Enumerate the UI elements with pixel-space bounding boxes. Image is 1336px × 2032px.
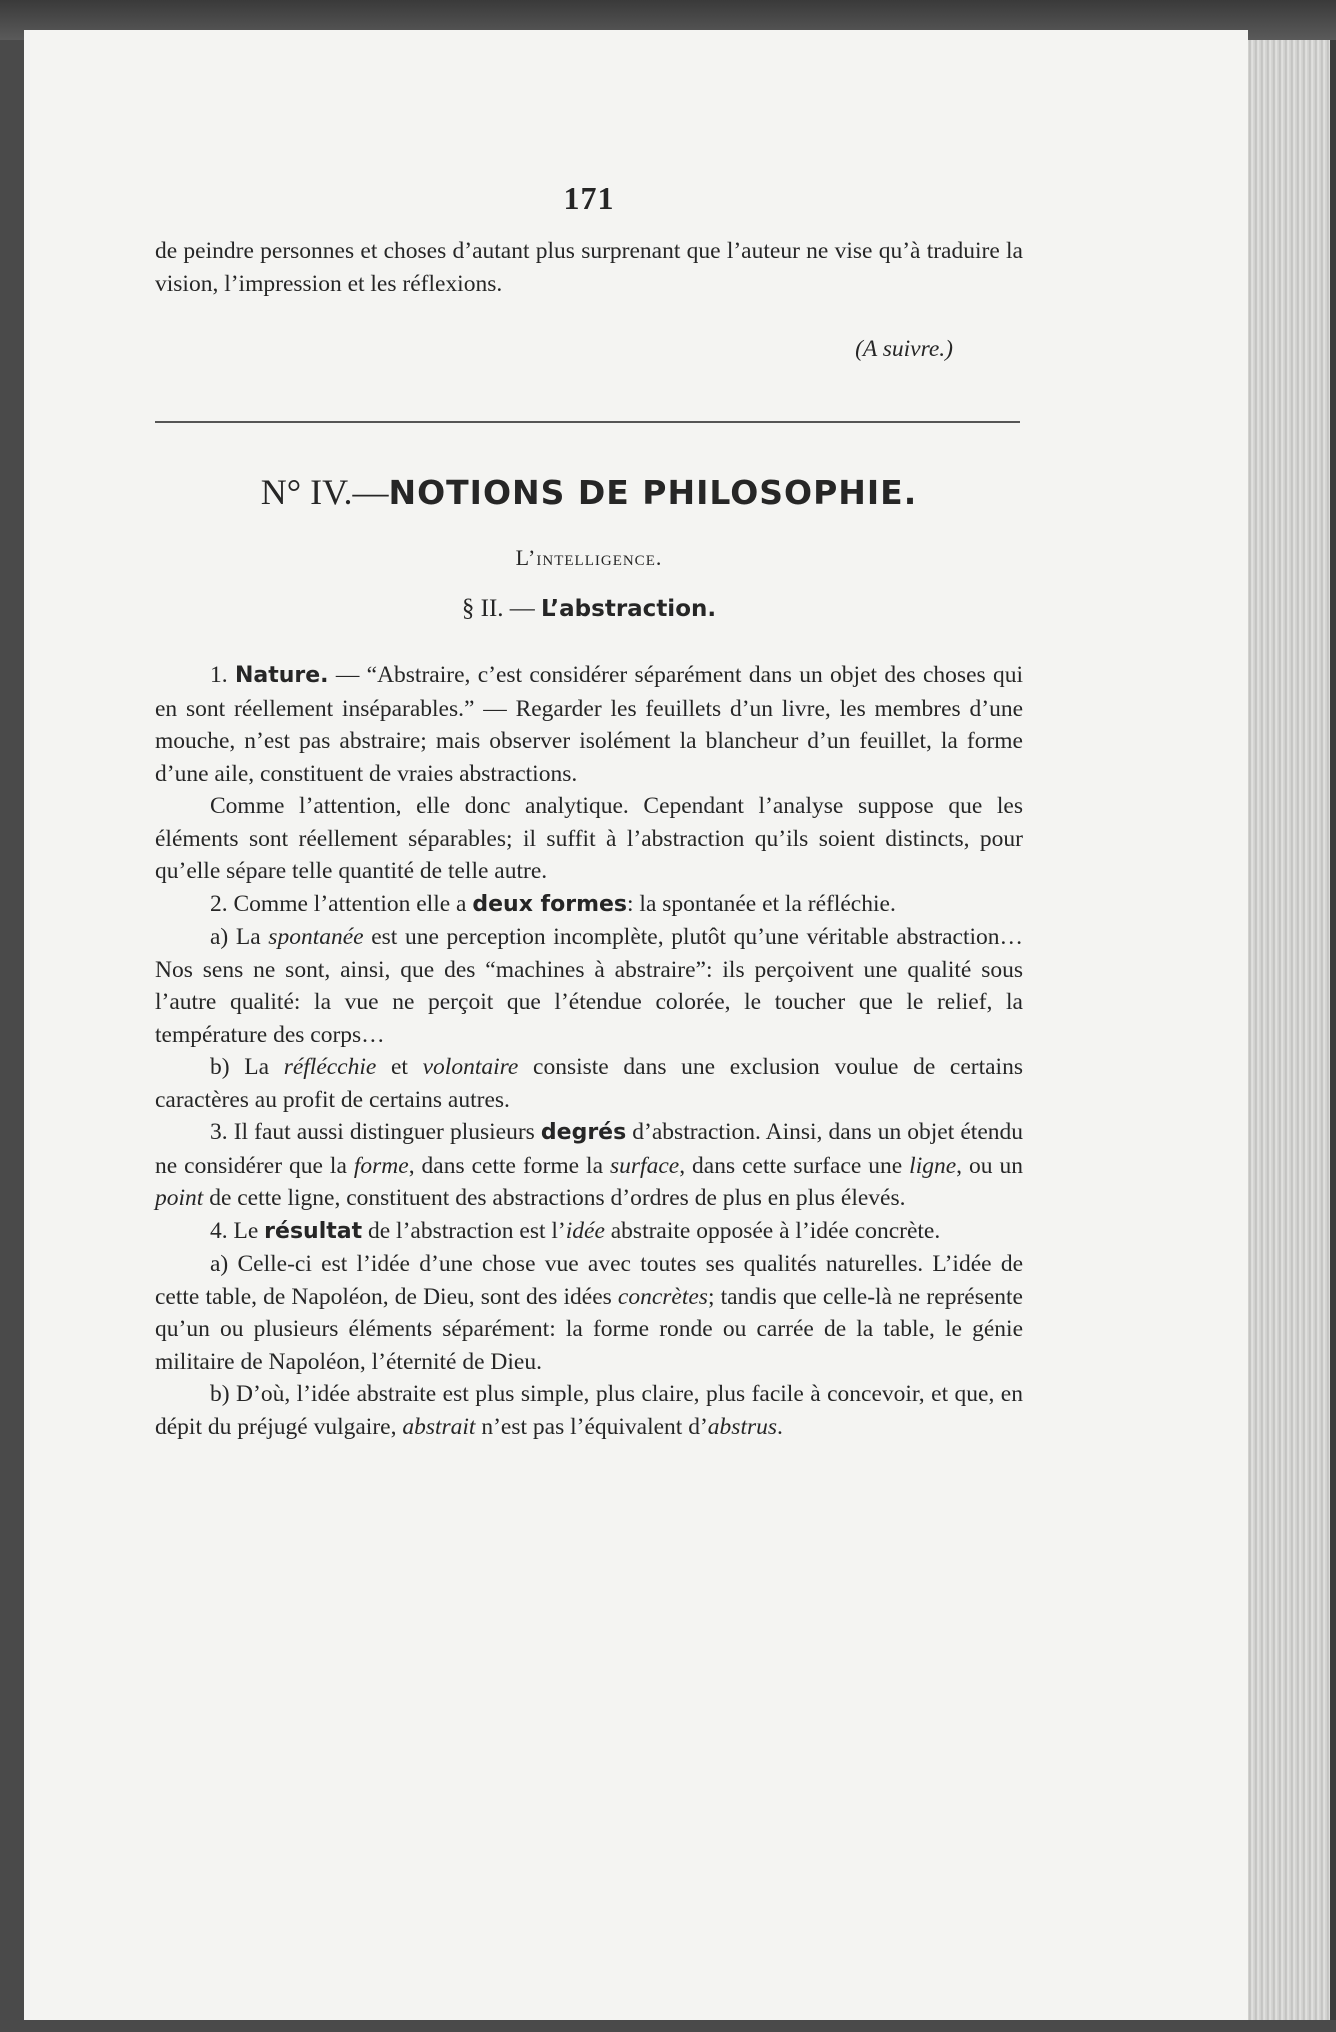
section-heading [155, 471, 1023, 513]
paragraph-title: L’abstraction. [541, 596, 717, 622]
term-bold: résultat [264, 1218, 363, 1244]
page-content [155, 180, 1023, 1443]
paragraph-text: de l’abstraction est l’ [362, 1217, 566, 1244]
paragraph-text: ; tandis que celle-là ne représente qu’un ou plusieurs éléments séparément: la forme ronde ou carrée de la table, le génie militaire de Napoléon, l’éternité de Dieu. [155, 1283, 1023, 1375]
paragraph-text: , dans cette forme la [408, 1152, 610, 1179]
section-subtitle: L’intelligence. [515, 545, 663, 570]
term-italic: point [155, 1185, 204, 1211]
paragraph-text: , dans cette surface une [679, 1152, 910, 1179]
section-divider [155, 421, 1020, 423]
paragraph-5 [155, 1051, 1023, 1116]
section-title: NOTIONS DE PHILOSOPHIE. [388, 473, 918, 512]
a-suivre-note: (A suivre.) [855, 336, 953, 362]
term-italic: spontanée [268, 924, 364, 950]
term-italic: forme [353, 1152, 409, 1179]
book-spine [1330, 40, 1336, 2020]
paragraph-2: Comme l’attention, elle donc analytique. Cependant l’analyse suppose que les éléments sont réellement séparables; il suffit à l’abstraction qu’ils soient distincts, pour qu’elle sépare telle quantité de telle autre. [155, 793, 1023, 884]
paragraph-text: a) La [210, 924, 269, 950]
paragraph-text: abstraite opposée à l’idée concrète. [604, 1217, 941, 1244]
paragraph-text: est une perception incomplète, plutôt qu’une véritable abstraction… Nos sens ne sont, ainsi, que des “machines à abstraire”: ils perçoivent une qualité sous l’autre qualité: la vue ne perçoit que l’étendue colorée, le toucher que le relief, la température des corps… [155, 924, 1023, 1048]
paragraph-text: 4. Le [210, 1217, 265, 1244]
page-number: 171 [563, 180, 615, 216]
paragraph-4 [155, 921, 1023, 1051]
paragraph-text: — “Abstraire, c’est considérer séparément dans un objet des choses qui en sont réellement inséparables.” — Regarder les feuillets d’un livre, les membres d’une mouche, n’est pas abstraire; mais observer isolément la blancheur d’un feuillet, la forme d’une aile, constituent de vraies abstractions. [155, 662, 1023, 787]
paragraph-6 [155, 1116, 1023, 1215]
paragraph-1 [155, 659, 1023, 790]
paragraph-text: . [777, 1413, 783, 1440]
paragraph-9 [155, 1378, 1023, 1443]
paragraph-heading [155, 595, 1023, 623]
paragraph-text: a) Celle-ci est l’idée d’une chose vue avec toutes ses qualités naturelles. L’idée de cette table, de Napoléon, de Dieu, sont des idées [155, 1251, 1023, 1310]
term-italic: abstrait [402, 1413, 476, 1440]
paragraph-text: d’abstraction. Ainsi, dans un objet étendu ne considérer que la [155, 1119, 1023, 1179]
paragraph-text: consiste dans une exclusion voulue de certains caractères au profit de certains autres. [155, 1054, 1023, 1113]
paragraph-8 [155, 1248, 1023, 1378]
term-italic: surface [610, 1152, 680, 1179]
term-bold: degrés [540, 1120, 627, 1145]
paragraph-3 [155, 888, 1023, 922]
paragraph-text: b) D’où, l’idée abstraite est plus simple, plus claire, plus facile à concevoir, et que, en dépit du préjugé vulgaire, [155, 1381, 1023, 1440]
paragraph-text: 3. Il faut aussi distinguer plusieurs [210, 1119, 541, 1145]
paragraph-text: , ou un [956, 1152, 1024, 1179]
intro-paragraph: de peindre personnes et choses d’autant plus surprenant que l’auteur ne vise qu’à traduire la vision, l’impression et les réflexions. [155, 238, 1023, 297]
term-italic: concrètes [617, 1283, 708, 1310]
paragraph-text: : la spontanée et la réfléchie. [627, 890, 896, 917]
term-italic: ligne [909, 1152, 957, 1179]
term-italic: réflécchie [283, 1054, 377, 1080]
term-bold: Nature. [234, 663, 329, 688]
paragraph-text: de cette ligne, constituent des abstractions d’ordres de plus en plus élevés. [203, 1185, 906, 1211]
paragraph-text: 2. Comme l’attention elle a [210, 890, 473, 917]
paragraph-7 [155, 1215, 1023, 1249]
term-italic: idée [565, 1217, 605, 1244]
section-number: N° IV.— [260, 472, 389, 512]
paragraph-text: n’est pas l’équivalent d’ [475, 1413, 708, 1440]
term-bold: deux formes [472, 891, 628, 917]
paragraph-sign: § II. — [461, 595, 542, 622]
paragraph-text: et [376, 1054, 423, 1080]
paragraph-text: b) La [210, 1054, 284, 1080]
term-italic: abstrus [707, 1413, 778, 1440]
term-italic: volontaire [422, 1054, 519, 1080]
page-edges [1248, 40, 1330, 2020]
item-number: 1. [210, 662, 235, 688]
